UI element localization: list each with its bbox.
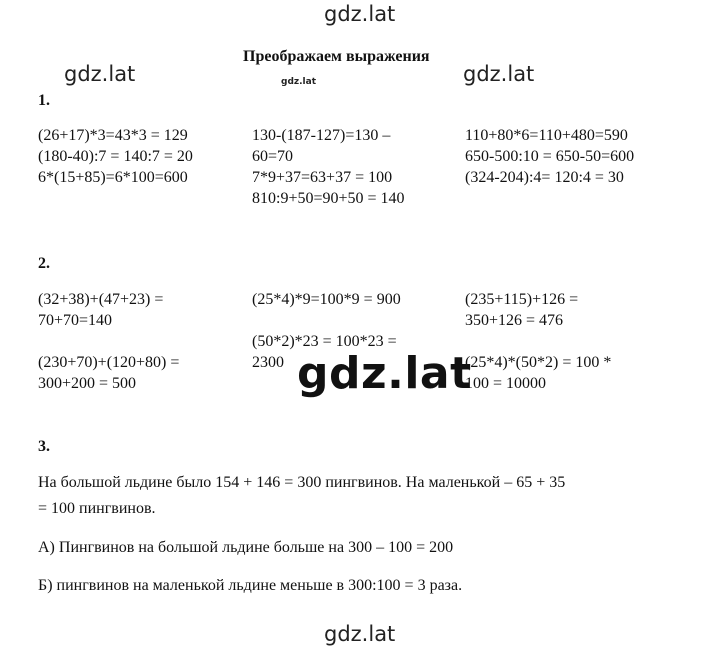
watermark-small: gdz.lat (281, 77, 317, 87)
expression-line: 60=70 (252, 148, 294, 165)
expression-line: 650-500:10 = 650-50=600 (465, 148, 635, 165)
section-2-col-3 (465, 289, 611, 394)
problem-line: = 100 пингвинов. (38, 500, 156, 517)
section-2-number: 2. (38, 255, 50, 272)
expression-line: (230+70)+(120+80) = (38, 354, 180, 371)
problem-statement (38, 470, 565, 522)
page-title: Преображаем выражения (243, 48, 430, 65)
section-1-number: 1. (38, 92, 50, 109)
watermark-bottom: gdz.lat (324, 622, 396, 646)
expression-line: 6*(15+85)=6*100=600 (38, 169, 188, 186)
expression-line: (235+115)+126 = (465, 291, 579, 308)
expression-line: 300+200 = 500 (38, 375, 137, 392)
expression-line: (32+38)+(47+23) = (38, 291, 164, 308)
section-3-number: 3. (38, 438, 50, 455)
problem-line: На большой льдине было 154 + 146 = 300 пингвинов. На маленькой – 65 + 35 (38, 474, 566, 491)
expression-line: (26+17)*3=43*3 = 129 (38, 127, 188, 144)
expression-line: 2300 (252, 354, 284, 371)
section-1-col-1 (38, 125, 193, 188)
spacer (465, 331, 611, 352)
expression-line: (180-40):7 = 140:7 = 20 (38, 148, 193, 165)
section-2-col-1 (38, 289, 179, 394)
expression-line: 100 = 10000 (465, 375, 547, 392)
spacer (252, 310, 401, 331)
answer-a: А) Пингвинов на большой льдине больше на 300 – 100 = 200 (38, 539, 454, 556)
expression-line: 110+80*6=110+480=590 (465, 127, 628, 144)
watermark-center: gdz.lat (297, 348, 472, 399)
expression-line: 7*9+37=63+37 = 100 (252, 169, 393, 186)
watermark-top: gdz.lat (324, 2, 396, 26)
section-2-col-2 (252, 289, 401, 373)
expression-line: 350+126 = 476 (465, 312, 564, 329)
expression-line: (50*2)*23 = 100*23 = (252, 333, 397, 350)
section-1-col-3 (465, 125, 634, 188)
expression-line: 70+70=140 (38, 312, 113, 329)
spacer (38, 331, 179, 352)
expression-line: 130-(187-127)=130 – (252, 127, 391, 144)
section-1-col-2 (252, 125, 405, 209)
expression-line: (25*4)*9=100*9 = 900 (252, 291, 401, 308)
expression-line: 810:9+50=90+50 = 140 (252, 190, 405, 207)
answer-b: Б) пингвинов на маленькой льдине меньше в 300:100 = 3 раза. (38, 577, 463, 594)
watermark-left: gdz.lat (64, 62, 136, 86)
expression-line: (25*4)*(50*2) = 100 * (465, 354, 612, 371)
watermark-right: gdz.lat (463, 62, 535, 86)
expression-line: (324-204):4= 120:4 = 30 (465, 169, 624, 186)
